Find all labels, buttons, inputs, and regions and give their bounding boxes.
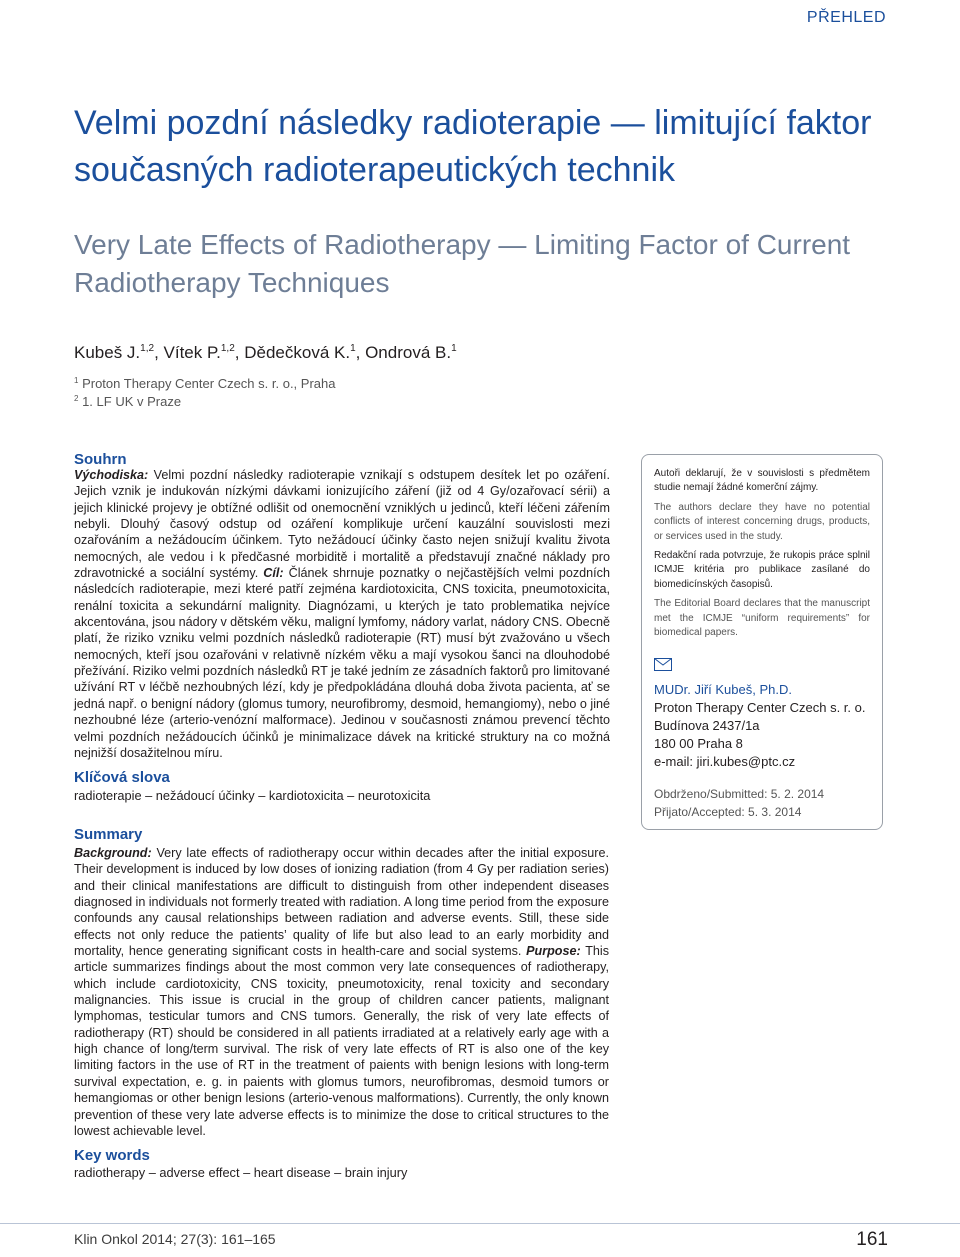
address-line: Proton Therapy Center Czech s. r. o. [654, 700, 866, 716]
accepted-date: Přijato/Accepted: 5. 3. 2014 [654, 804, 802, 819]
footer-divider [0, 1223, 960, 1224]
author: Ondrová B.$^1$ [365, 343, 457, 362]
author-list [74, 343, 457, 363]
corresponding-author-name: MUDr. Jiří Kubeš, Ph.D. [654, 682, 792, 698]
keywords-english-heading: Key words [74, 1147, 150, 1164]
journal-citation: Klin Onkol 2014; 27(3): 161–165 [74, 1231, 276, 1247]
affiliation: $^1$ Proton Therapy Center Czech s. r. o., Praha [74, 376, 336, 391]
affiliation: $^2$ 1. LF UK v Praze [74, 394, 182, 409]
email-line: e-mail: jiri.kubes@ptc.cz [654, 753, 796, 769]
section-tag: PŘEHLED [806, 9, 886, 26]
submitted-date: Obdrženo/Submitted: 5. 2. 2014 [654, 787, 825, 802]
title-english: Very Late Effects of Radiotherapy — Limiting Factor of Current Radiotherapy Techniques [74, 229, 851, 298]
keywords-czech: radioterapie – nežádoucí účinky – kardiotoxicita – neurotoxicita [74, 788, 431, 803]
abstract-czech: Východiska: Velmi pozdní následky radioterapie vznikají s odstupem desítek let po ozáření. Jejich vznik je indukován nízkými dávkami ionizujícího záření (již od 4 Gy/ozařovací sérii) a jejich klinické projevy je obtížné odlišit od onemocnění vzniklých u jedinců, kteří léčeni zářením nebyli. Dlouhý časový odstup od ozáření komplikuje určení kauzální souvislosti mezi ozařováním a nežádoucím účinkem. Tyto nežádoucí účinky často nejen snižují kvalitu života nemocných, ale vedou i k předčasné morbiditě i mortalitě a představují značné náklady pro zdravotnické a sociální systémy. Cíl: Článek shrnuje poznatky o nejčastějších velmi pozdních následcích radioterapie, mezi které patří zejména kardiotoxicita, CNS toxicita, pneumotoxicita, renální toxicita a sekundární malignity. Diagnózami, u kterých je tato problematika nejvíce akcentována, jsou nádory v dětském věku, maligní lymfomy, nádory varlat, nádory CNS. Obecně platí, že riziko vzniku velmi pozdních následků radioterapie (RT) musí být zvažováno u všech nemocných, kteří jsou ozařováni v relativně nízkém věku a mají vysokou šanci na dlouhodobé přežívání. Riziko velmi pozdních následků RT je také jedním ze zásadních faktorů pro limitované užívání RT v léčbě nezhoubných lézí, kdy je předpokládána dlouhá doba života pacienta, ať se jedná např. o benigní nádory (glomus tumory, neurofibromy, desmoid, hemangiomy), nebo o jiné nezhoubné léze (arterio-venózní malformace). Jedinou v současnosti známou prevencí těchto velmi pozdních nežádoucích účinků je minimalizace dávek na kritické struktury na co možná nejnižší dosažitelnou míru. [74, 468, 610, 760]
declarations-box [641, 454, 883, 830]
author: Kubeš J.$^{1,2}$, [74, 343, 164, 362]
keywords-english: radiotherapy – adverse effect – heart disease – brain injury [74, 1165, 408, 1180]
souhrn-heading: Souhrn [74, 451, 127, 468]
envelope-icon [654, 658, 672, 671]
page-number: 161 [856, 1229, 888, 1250]
keywords-czech-heading: Klíčová slova [74, 769, 170, 786]
summary-heading: Summary [74, 826, 143, 843]
conflict-statement-czech: Autoři deklarují, že v souvislosti s předmětem studie nemají žádné komerční zájmy. [654, 468, 870, 494]
author: Vítek P.$^{1,2}$, [163, 343, 245, 362]
submission-dates [654, 786, 870, 821]
author: Dědečková K.$^1$, [244, 343, 366, 362]
icmje-statement-english: The Editorial Board declares that the manuscript met the ICMJE “uniform requirements” for biomedical papers. [654, 598, 870, 639]
abstract-english: Background: Very late effects of radiotherapy occur within decades after the initial exposure. Their development is induced by low doses of ionizing radiation (from 4 Gy per radiation series) and their clinical manifestations are difficult to distinguish from other independent diseases diagnosed in individuals not formerly treated with radiation. A long time period from the exposure confounds any causal relationships between radiation and adverse events. Still, these side effects not only reduce the patients’ quality of life but also lead to an early morbidity and mortality, hence generating significant costs in health-care and social systems. Purpose: This article summarizes findings about the most common very late consequences of radiotherapy, which include cardiotoxicity, CNS toxicity, pneumotoxicity, renal toxicity and secondary malignancies. This issue is crucial in the group of children cancer patients, malignant lymphomas, testicular tumors and CNS tumors. Generally, the risk of very late effects of radiotherapy (RT) should be considered in all patients irradiated at a relatively early age with a high chance of long/term survival. The risk of very late effects of RT is also one of the key limiting factors in the use of RT in the treatment of paients with benign lesions with long-term survival expectation, e. g. in paients with glomus tumors, neurofibromas, desmoid tumors or hemangiomas or other benign lesions (arterio-venous malformations). Currently, the only known prevention of these very late adverse effects is to minimize the dose to critical structures to the lowest achievable level. [74, 846, 609, 1138]
address-line: Budínova 2437/1a [654, 718, 760, 734]
icmje-statement-czech: Redakční rada potvrzuje, že rukopis práce splnil ICMJE kritéria pro publikace zasílané do biomedicínských časopisů. [654, 550, 870, 590]
title-czech: Velmi pozdní následky radioterapie — limitující faktor současných radioterapeutických technik [74, 104, 872, 189]
conflict-statement-english: The authors declare they have no potential conflicts of interest concerning drugs, products, or services used in the study. [654, 501, 870, 542]
address-line: 180 00 Praha 8 [654, 735, 743, 751]
corresponding-author [654, 681, 870, 770]
